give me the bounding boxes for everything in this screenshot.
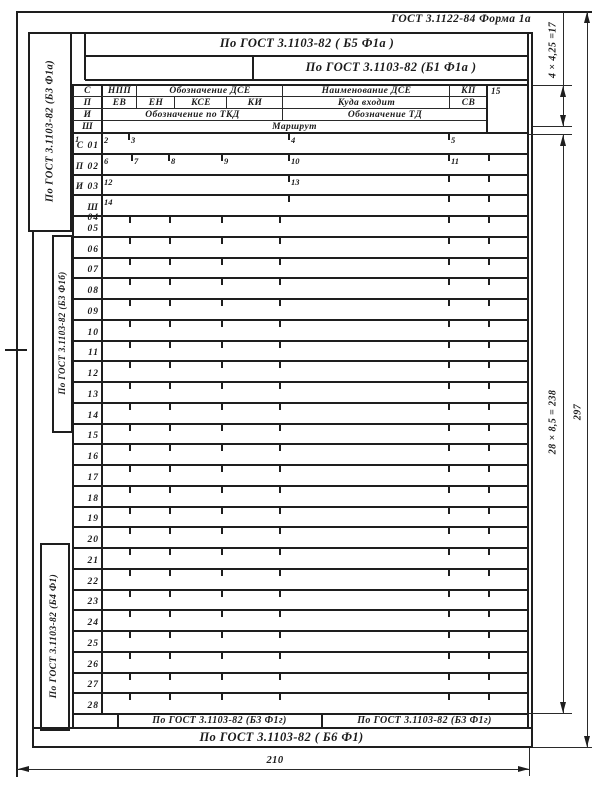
header-cell-c: С	[84, 85, 91, 96]
zone-tick	[488, 259, 490, 265]
dim-line-data-rows	[563, 135, 564, 713]
zone-tick	[129, 591, 131, 597]
zone-tick	[221, 238, 223, 244]
zone-tick	[129, 445, 131, 451]
zone-tick	[169, 466, 171, 472]
zone-tick	[488, 694, 490, 700]
header-cell-ki: КИ	[247, 97, 263, 108]
zone-tick	[448, 653, 450, 659]
zone-tick	[169, 653, 171, 659]
row-line	[73, 277, 529, 279]
zone-tick	[448, 279, 450, 285]
arrowhead	[518, 766, 529, 772]
zone-tick	[221, 591, 223, 597]
zone-tick	[279, 342, 281, 348]
row-label: 15	[87, 431, 99, 441]
row-label: 18	[87, 494, 99, 504]
zone-tick	[221, 425, 223, 431]
zone-tick	[221, 466, 223, 472]
zone-number-corner: 1	[75, 134, 80, 144]
header-cell-i: И	[83, 109, 92, 120]
row-line	[73, 672, 529, 674]
zone-tick	[279, 425, 281, 431]
zone-tick	[169, 674, 171, 680]
zone-tick	[488, 155, 490, 161]
zone-tick	[221, 404, 223, 410]
zone-tick	[448, 508, 450, 514]
row-line	[73, 174, 529, 176]
zone-number: 11	[451, 156, 460, 166]
zone-tick	[448, 528, 450, 534]
zone-tick	[221, 549, 223, 555]
zone-tick	[488, 508, 490, 514]
dim-line-sheet-width	[17, 769, 530, 770]
zone-tick	[488, 321, 490, 327]
arrowhead	[584, 736, 590, 747]
zone-tick	[129, 674, 131, 680]
label-col-line	[101, 84, 103, 714]
zone-tick	[169, 259, 171, 265]
row-label: 11	[88, 348, 99, 358]
zone-tick	[448, 176, 450, 182]
zone-tick	[488, 611, 490, 617]
zone-tick	[129, 238, 131, 244]
zone-tick	[279, 508, 281, 514]
zone-tick	[221, 528, 223, 534]
zone-tick	[448, 694, 450, 700]
row-label: 16	[87, 452, 99, 462]
zone-tick	[129, 321, 131, 327]
row-line	[73, 630, 529, 632]
zone-tick	[169, 570, 171, 576]
zone-tick	[279, 694, 281, 700]
zone-tick	[169, 300, 171, 306]
dim-label-sheet-height: 297	[572, 403, 584, 421]
slot-b5-label: По ГОСТ 3.1103-82 ( Б5 Ф1а )	[219, 36, 395, 50]
zone-tick	[488, 425, 490, 431]
zone-tick	[221, 155, 223, 161]
zone-tick	[288, 155, 290, 161]
sidebar-label-b3f1a: По ГОСТ 3.1103-82 (Б3 Ф1а)	[44, 59, 56, 203]
header-cell-npp: НПП	[107, 85, 132, 96]
zone-tick	[169, 321, 171, 327]
slot-divider-h2	[85, 79, 529, 81]
zone-tick	[129, 694, 131, 700]
row-line	[73, 506, 529, 508]
zone-number: 8	[171, 156, 176, 166]
row-label: 13	[87, 390, 99, 400]
row-line	[73, 402, 529, 404]
zone-tick	[129, 362, 131, 368]
zone-tick	[169, 342, 171, 348]
zone-tick	[279, 300, 281, 306]
zone-number: 13	[291, 177, 300, 187]
header-cell-sh: Ш	[81, 121, 94, 132]
header-cell-td: Обозначение ТД	[347, 109, 423, 120]
arrowhead	[18, 766, 29, 772]
row-label: 22	[87, 577, 99, 587]
row-line	[73, 443, 529, 445]
zone-tick	[448, 238, 450, 244]
zone-tick	[279, 611, 281, 617]
row-label: 20	[87, 535, 99, 545]
zone-tick	[131, 155, 133, 161]
zone-tick	[129, 487, 131, 493]
row-line	[73, 651, 529, 653]
zone-tick	[279, 383, 281, 389]
zone-tick	[169, 508, 171, 514]
zone-number: 14	[104, 197, 113, 207]
row-label: Ш 04	[87, 203, 99, 223]
zone-tick	[169, 487, 171, 493]
row-label: 28	[87, 701, 99, 711]
zone-tick	[488, 300, 490, 306]
row-line	[73, 236, 529, 238]
zone-tick	[129, 528, 131, 534]
zone-tick	[448, 134, 450, 140]
zone-tick	[488, 176, 490, 182]
zone-number: 10	[291, 156, 300, 166]
zone-tick	[279, 321, 281, 327]
row-label: 14	[87, 411, 99, 421]
arrowhead	[560, 86, 566, 97]
ext-line-header-bottom	[533, 126, 572, 127]
zone-tick	[169, 217, 171, 223]
header-cell-en: ЕН	[148, 97, 164, 108]
zone-tick	[129, 508, 131, 514]
zone-tick	[169, 362, 171, 368]
footer-cell-b3f1g-left: По ГОСТ 3.1103-82 (Б3 Ф1г)	[152, 715, 287, 726]
zone-tick	[221, 674, 223, 680]
zone-tick	[488, 466, 490, 472]
row-label: 10	[87, 328, 99, 338]
zone-tick	[129, 404, 131, 410]
zone-tick	[279, 362, 281, 368]
row-line	[73, 485, 529, 487]
zone-tick	[279, 528, 281, 534]
zone-tick	[129, 300, 131, 306]
zone-tick	[221, 362, 223, 368]
zone-tick	[129, 632, 131, 638]
zone-tick	[488, 632, 490, 638]
zone-number: 3	[131, 135, 136, 145]
zone-tick	[279, 238, 281, 244]
zone-tick	[169, 404, 171, 410]
zone-tick	[221, 217, 223, 223]
zone-tick	[129, 466, 131, 472]
form-reference-label: ГОСТ 3.1122-84 Форма 1а	[391, 13, 531, 25]
zone-tick	[448, 321, 450, 327]
zone-tick	[221, 383, 223, 389]
zone-tick	[488, 279, 490, 285]
dim-label-data-rows: 28 × 8,5 = 238	[547, 389, 559, 455]
row-line	[73, 609, 529, 611]
row-label: 09	[87, 307, 99, 317]
zone-tick	[279, 404, 281, 410]
sidebar-label-b4f1: По ГОСТ 3.1103-82 (Б4 Ф1)	[49, 573, 59, 699]
header-cell-marshrut: Маршрут	[272, 121, 317, 132]
zone-tick	[448, 570, 450, 576]
slot-b1-label: По ГОСТ 3.1103-82 (Б1 Ф1а )	[305, 59, 477, 74]
row-line	[73, 423, 529, 425]
zone-number: 6	[104, 156, 109, 166]
zone-tick	[129, 279, 131, 285]
row-line	[73, 568, 529, 570]
zone-tick	[279, 445, 281, 451]
zone-tick	[448, 300, 450, 306]
zone-tick	[279, 591, 281, 597]
zone-tick	[488, 362, 490, 368]
zone-tick	[448, 196, 450, 202]
zone-tick	[129, 549, 131, 555]
zone-tick	[129, 259, 131, 265]
zone-tick	[448, 155, 450, 161]
zone-tick	[279, 653, 281, 659]
row-line	[73, 547, 529, 549]
dim-label-header-rows: 4 × 4,25 =17	[547, 21, 559, 79]
header-cell-15: 15	[491, 86, 501, 96]
row-label: 24	[87, 618, 99, 628]
zone-tick	[279, 217, 281, 223]
zone-tick	[129, 653, 131, 659]
zone-tick	[448, 342, 450, 348]
zone-tick	[279, 279, 281, 285]
zone-tick	[488, 653, 490, 659]
row-label: 27	[87, 680, 99, 690]
row-label: 26	[87, 660, 99, 670]
zone-tick	[279, 487, 281, 493]
zone-tick	[448, 259, 450, 265]
zone-tick	[221, 570, 223, 576]
row-line	[73, 692, 529, 694]
zone-tick	[169, 279, 171, 285]
zone-tick	[129, 383, 131, 389]
zone-tick	[221, 259, 223, 265]
zone-tick	[169, 445, 171, 451]
zone-tick	[129, 342, 131, 348]
zone-tick	[169, 549, 171, 555]
zone-tick	[488, 674, 490, 680]
zone-tick	[448, 404, 450, 410]
header-cell-dse-designation: Обозначение ДСЕ	[169, 85, 251, 96]
footer-cell-b3f1g-right: По ГОСТ 3.1103-82 (Б3 Ф1г)	[357, 715, 492, 726]
zone-tick	[279, 549, 281, 555]
zone-tick	[279, 632, 281, 638]
zone-tick	[279, 466, 281, 472]
row-label: 25	[87, 639, 99, 649]
zone-tick	[488, 196, 490, 202]
zone-number: 7	[134, 156, 139, 166]
zone-tick	[488, 342, 490, 348]
zone-tick	[169, 591, 171, 597]
ext-line-header-top	[533, 85, 572, 86]
zone-tick	[448, 674, 450, 680]
row-label: 21	[87, 556, 99, 566]
zone-tick	[288, 176, 290, 182]
header-cell-kuda: Куда входит	[337, 97, 396, 108]
row-line	[73, 464, 529, 466]
row-line	[73, 257, 529, 259]
zone-tick	[488, 383, 490, 389]
dim-label-sheet-width: 210	[266, 755, 284, 766]
header-cell-dse-name: Наименование ДСЕ	[321, 85, 412, 96]
header-bottom-line	[73, 132, 529, 134]
zone-tick	[448, 632, 450, 638]
zone-tick	[288, 196, 290, 202]
zone-tick	[448, 383, 450, 389]
row-label: 08	[87, 286, 99, 296]
row-line	[73, 298, 529, 300]
zone-tick	[169, 528, 171, 534]
zone-number: 4	[291, 135, 296, 145]
zone-tick	[221, 342, 223, 348]
zone-tick	[221, 632, 223, 638]
zone-tick	[129, 611, 131, 617]
zone-tick	[221, 653, 223, 659]
zone-tick	[169, 383, 171, 389]
ext-line-width-right	[529, 748, 530, 776]
row-label: 19	[87, 514, 99, 524]
zone-tick	[221, 279, 223, 285]
zone-tick	[288, 134, 290, 140]
row-label: И 03	[75, 182, 99, 192]
zone-tick	[221, 694, 223, 700]
row-line	[73, 526, 529, 528]
zone-tick	[221, 300, 223, 306]
zone-tick	[221, 321, 223, 327]
row-label: С 01	[76, 141, 99, 151]
arrowhead	[560, 702, 566, 713]
header-cell-ev: ЕВ	[112, 97, 127, 108]
zone-tick	[128, 134, 130, 140]
zone-tick	[169, 425, 171, 431]
zone-number: 2	[104, 135, 109, 145]
row-label: 23	[87, 597, 99, 607]
row-line	[73, 153, 529, 155]
row-line	[73, 589, 529, 591]
zone-tick	[488, 238, 490, 244]
row-line	[73, 194, 529, 196]
zone-tick	[168, 155, 170, 161]
ext-line-frame-bottom	[533, 747, 592, 748]
footer-cell-b6f1: По ГОСТ 3.1103-82 ( Б6 Ф1)	[199, 729, 364, 744]
row-label: 12	[87, 369, 99, 379]
zone-tick	[448, 445, 450, 451]
arrowhead	[560, 135, 566, 146]
zone-tick	[169, 611, 171, 617]
zone-tick	[169, 694, 171, 700]
zone-tick	[169, 238, 171, 244]
arrowhead	[560, 115, 566, 126]
zone-tick	[448, 591, 450, 597]
zone-tick	[448, 217, 450, 223]
ext-line-rows-bottom	[529, 713, 572, 714]
header-cell-p: П	[83, 97, 92, 108]
zone-tick	[448, 425, 450, 431]
zone-tick	[488, 591, 490, 597]
row-label: П 02	[75, 162, 99, 172]
zone-tick	[488, 487, 490, 493]
zone-tick	[488, 570, 490, 576]
sidebar-label-b3f1b: По ГОСТ 3.1103-82 (Б3 Ф1б)	[57, 271, 67, 395]
zone-tick	[221, 611, 223, 617]
header-cell-sv: СВ	[461, 97, 476, 108]
zone-tick	[448, 466, 450, 472]
zone-tick	[129, 570, 131, 576]
zone-tick	[221, 445, 223, 451]
fold-mark	[5, 349, 27, 351]
zone-tick	[488, 404, 490, 410]
zone-tick	[169, 632, 171, 638]
arrowhead	[584, 12, 590, 23]
row-line	[73, 360, 529, 362]
zone-tick	[221, 508, 223, 514]
zone-tick	[448, 611, 450, 617]
zone-tick	[448, 549, 450, 555]
row-line	[73, 319, 529, 321]
zone-tick	[129, 425, 131, 431]
zone-tick	[129, 217, 131, 223]
zone-tick	[279, 570, 281, 576]
zone-tick	[488, 445, 490, 451]
zone-number: 12	[104, 177, 113, 187]
zone-tick	[448, 487, 450, 493]
zone-number: 5	[451, 135, 456, 145]
dim-line-sheet-height	[587, 11, 588, 748]
row-line	[73, 381, 529, 383]
row-label: 07	[87, 265, 99, 275]
header-cell-tkd: Обозначение по ТКД	[145, 109, 240, 120]
row-label: 06	[87, 245, 99, 255]
dim-line-header-rows	[563, 12, 564, 126]
zone-tick	[488, 217, 490, 223]
row-label: 05	[87, 224, 99, 234]
row-line	[73, 340, 529, 342]
zone-tick	[488, 549, 490, 555]
header-cell-kse: КСЕ	[191, 97, 211, 108]
row-label: 17	[87, 473, 99, 483]
header-cell-kp: КП	[461, 85, 476, 96]
zone-tick	[279, 259, 281, 265]
zone-tick	[448, 362, 450, 368]
sheet-left-line	[16, 11, 18, 777]
table-right-line	[527, 32, 529, 728]
zone-tick	[221, 487, 223, 493]
zone-tick	[279, 674, 281, 680]
zone-number: 9	[224, 156, 229, 166]
row-line	[73, 215, 529, 217]
zone-tick	[488, 528, 490, 534]
